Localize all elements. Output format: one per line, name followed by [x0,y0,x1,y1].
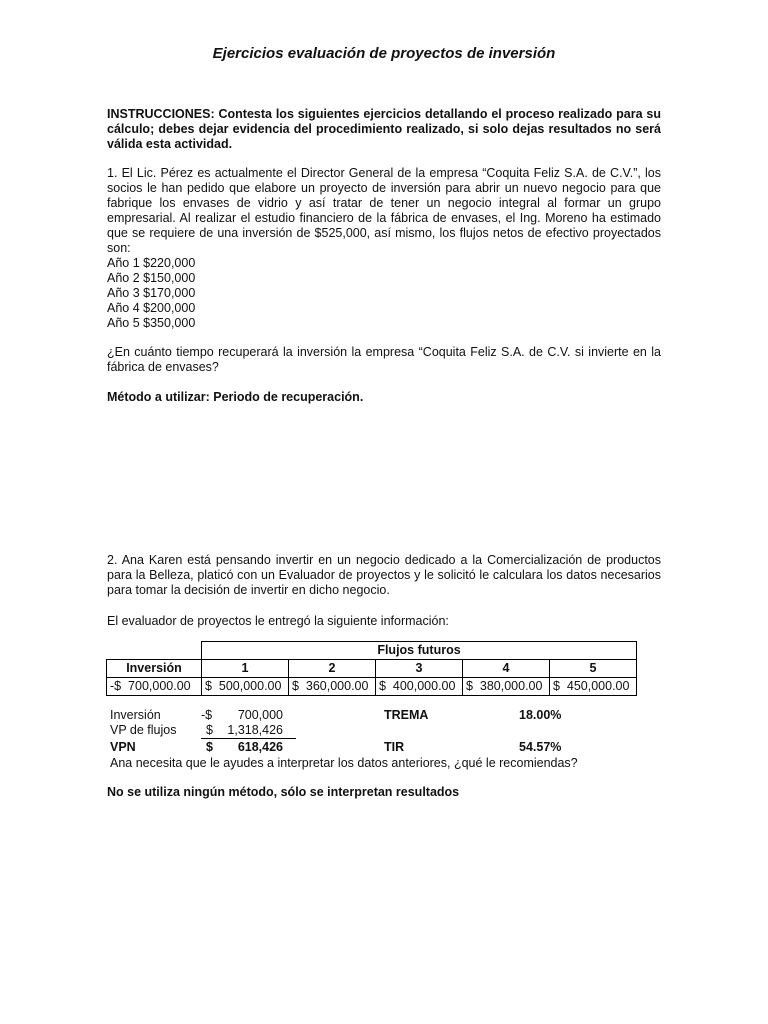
cash-flow-table [106,641,637,696]
table-header-year-3: 3 [376,660,463,678]
exercise-2-text: 2. Ana Karen está pensando invertir en un negocio dedicado a la Comercialización de productos para la Belleza, platicó con un Evaluador de proyectos y le solicitó le calculara los datos necesarios para tomar la decisión de invertir en dicho negocio. [107,553,661,597]
flow-year-3: Año 3 $170,000 [107,286,196,300]
table-cell-inversion: -$ 700,000.00 [107,678,202,696]
flow-year-5: Año 5 $350,000 [107,316,196,330]
table-group-header: Flujos futuros [202,642,637,660]
exercise-2-question: Ana necesita que le ayudes a interpretar los datos anteriores, ¿qué le recomiendas? [110,756,578,770]
vp-flujos-value: 1,318,426 [227,723,283,737]
table-cell-year-1: $ 500,000.00 [202,678,289,696]
vp-flujos-currency: $ [206,723,213,737]
table-header-inversion: Inversión [107,660,202,678]
table-group-header-row [107,642,637,660]
table-header-year-4: 4 [463,660,550,678]
exercise-1-method: Método a utilizar: Periodo de recuperación. [107,390,364,404]
inversion-value: 700,000 [237,708,283,722]
flow-year-4: Año 4 $200,000 [107,301,196,315]
vpn-currency: $ [206,740,213,754]
exercise-1-text: 1. El Lic. Pérez es actualmente el Director General de la empresa “Coquita Feliz S.A. de C.V.”, los socios le han pedido que elabore un proyecto de inversión para abrir un nuevo negocio para que fabrique los envases de vidrio y así tratar de tener un negocio integral al formar un grupo empresarial. Al realizar el estudio financiero de la fábrica de envases, el Ing. Moreno ha estimado que se requiere de una inversión de $525,000, así mismo, los flujos netos de efectivo proyectados son: [107,166,661,255]
document-title: Ejercicios evaluación de proyectos de inversión [212,45,556,62]
trema-label: TREMA [384,708,429,722]
exercise-1-question: ¿En cuánto tiempo recuperará la inversión la empresa “Coquita Feliz S.A. de C.V. si invierte en la fábrica de envases? [107,345,661,374]
table-header-row [107,660,637,678]
exercise-2-method: No se utiliza ningún método, sólo se interpretan resultados [107,785,460,799]
table-cell-year-4: $ 380,000.00 [463,678,550,696]
vpn-value: 618,426 [237,740,283,754]
exercise-1-flows [107,256,661,331]
vpn-label: VPN [110,740,136,754]
table-cell-year-3: $ 400,000.00 [376,678,463,696]
table-cell-year-5: $ 450,000.00 [550,678,637,696]
table-row [107,678,637,696]
inversion-currency: -$ [201,708,213,722]
table-header-year-1: 1 [202,660,289,678]
table-header-year-2: 2 [289,660,376,678]
tir-label: TIR [384,740,405,754]
instructions: INSTRUCCIONES: Contesta los siguientes ejercicios detallando el proceso realizado para su cálculo; debes dejar evidencia del procedimiento realizado, si solo dejas resultados no será válida esta actividad. [107,107,661,151]
table-header-year-5: 5 [550,660,637,678]
exercise-2-intro: El evaluador de proyectos le entregó la siguiente información: [107,614,449,628]
inversion-label: Inversión [110,708,161,722]
sum-divider [201,738,296,739]
table-empty-cell [107,642,202,660]
tir-value: 54.57% [519,740,562,754]
flow-year-2: Año 2 $150,000 [107,271,196,285]
table-cell-year-2: $ 360,000.00 [289,678,376,696]
trema-value: 18.00% [519,708,562,722]
flow-year-1: Año 1 $220,000 [107,256,196,270]
vp-flujos-label: VP de flujos [110,723,177,737]
